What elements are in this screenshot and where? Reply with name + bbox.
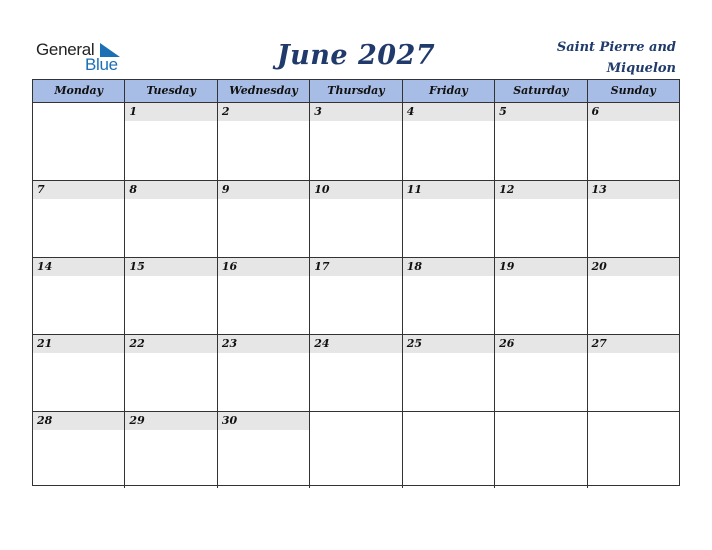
weeks-container: [33, 103, 679, 488]
day-number: 26: [499, 337, 515, 350]
date-bar: [218, 181, 309, 199]
day-cell[interactable]: [33, 258, 124, 334]
weekday-sunday: Sunday: [587, 80, 679, 102]
week-row: [33, 334, 679, 411]
day-cell[interactable]: [124, 103, 216, 180]
day-cell[interactable]: [494, 103, 586, 180]
day-number: 9: [221, 183, 230, 196]
calendar-title: June 2027: [276, 40, 436, 71]
day-cell[interactable]: [33, 181, 124, 257]
week-row: [33, 257, 679, 334]
day-number: 29: [129, 414, 145, 427]
day-number: 24: [314, 337, 330, 350]
day-number: 27: [591, 337, 607, 350]
day-cell[interactable]: [309, 103, 401, 180]
day-number: 20: [591, 260, 607, 273]
day-cell[interactable]: [494, 181, 586, 257]
day-cell[interactable]: [402, 181, 494, 257]
day-number: 1: [129, 105, 138, 118]
day-cell[interactable]: [494, 258, 586, 334]
date-bar: [33, 181, 124, 199]
region-line-1: Saint Pierre and: [556, 40, 676, 55]
day-number: 11: [406, 183, 422, 196]
weekday-tuesday: Tuesday: [124, 80, 216, 102]
day-number: 3: [314, 105, 322, 118]
region-line-2: Miquelon: [606, 61, 676, 76]
weekday-thursday: Thursday: [309, 80, 401, 102]
day-number: 23: [221, 337, 238, 350]
weekday-friday: Friday: [402, 80, 494, 102]
day-number: 13: [591, 183, 607, 196]
day-number: 17: [314, 260, 330, 273]
weekday-saturday: Saturday: [494, 80, 586, 102]
logo-word-blue: Blue: [85, 55, 118, 74]
day-cell[interactable]: [587, 103, 679, 180]
week-row: [33, 180, 679, 257]
day-cell[interactable]: [402, 258, 494, 334]
day-number: 8: [129, 183, 138, 196]
day-cell[interactable]: [587, 181, 679, 257]
empty-day-cell: [494, 412, 586, 488]
day-number: 2: [221, 105, 230, 118]
day-number: 6: [591, 105, 600, 118]
week-row: [33, 411, 679, 488]
empty-day-cell: [587, 412, 679, 488]
day-number: 21: [37, 337, 53, 350]
day-cell[interactable]: [217, 335, 309, 411]
day-number: 25: [406, 337, 422, 350]
weekday-monday: Monday: [54, 84, 104, 97]
week-row: [33, 103, 679, 180]
day-number: 16: [221, 260, 238, 273]
day-cell[interactable]: [217, 181, 309, 257]
empty-day-cell: [309, 412, 401, 488]
day-number: 7: [37, 183, 45, 196]
empty-day-cell: [402, 412, 494, 488]
weekday-header-row: [33, 80, 679, 103]
day-number: 10: [314, 183, 330, 196]
empty-day-cell: [33, 103, 124, 180]
day-number: 28: [37, 414, 53, 427]
day-cell[interactable]: [217, 258, 309, 334]
day-cell[interactable]: [402, 335, 494, 411]
day-cell[interactable]: [309, 181, 401, 257]
day-cell[interactable]: [587, 258, 679, 334]
day-cell[interactable]: [494, 335, 586, 411]
day-number: 14: [37, 260, 53, 273]
logo-word-general: General: [36, 40, 95, 59]
day-cell[interactable]: [309, 258, 401, 334]
day-number: 18: [406, 260, 422, 273]
date-bar: [125, 181, 216, 199]
day-number: 12: [499, 183, 515, 196]
day-number: 22: [129, 337, 145, 350]
day-cell[interactable]: [402, 103, 494, 180]
day-cell[interactable]: [124, 258, 216, 334]
day-cell[interactable]: [309, 335, 401, 411]
day-number: 5: [499, 105, 507, 118]
day-number: 4: [406, 105, 415, 118]
day-number: 19: [499, 260, 515, 273]
day-cell[interactable]: [33, 335, 124, 411]
date-bar: [495, 103, 586, 121]
day-number: 30: [221, 414, 238, 427]
day-cell[interactable]: [124, 412, 216, 488]
day-cell[interactable]: [587, 335, 679, 411]
day-cell[interactable]: [124, 335, 216, 411]
day-number: 15: [129, 260, 145, 273]
weekday-wednesday: Wednesday: [217, 80, 309, 102]
region-label: [516, 37, 676, 79]
day-cell[interactable]: [217, 412, 309, 488]
day-cell[interactable]: [33, 412, 124, 488]
date-bar: [218, 103, 309, 121]
calendar-grid: [32, 79, 680, 486]
date-bar: [403, 103, 494, 121]
day-cell[interactable]: [217, 103, 309, 180]
date-bar: [125, 103, 216, 121]
date-bar: [588, 103, 679, 121]
day-cell[interactable]: [124, 181, 216, 257]
date-bar: [310, 103, 401, 121]
